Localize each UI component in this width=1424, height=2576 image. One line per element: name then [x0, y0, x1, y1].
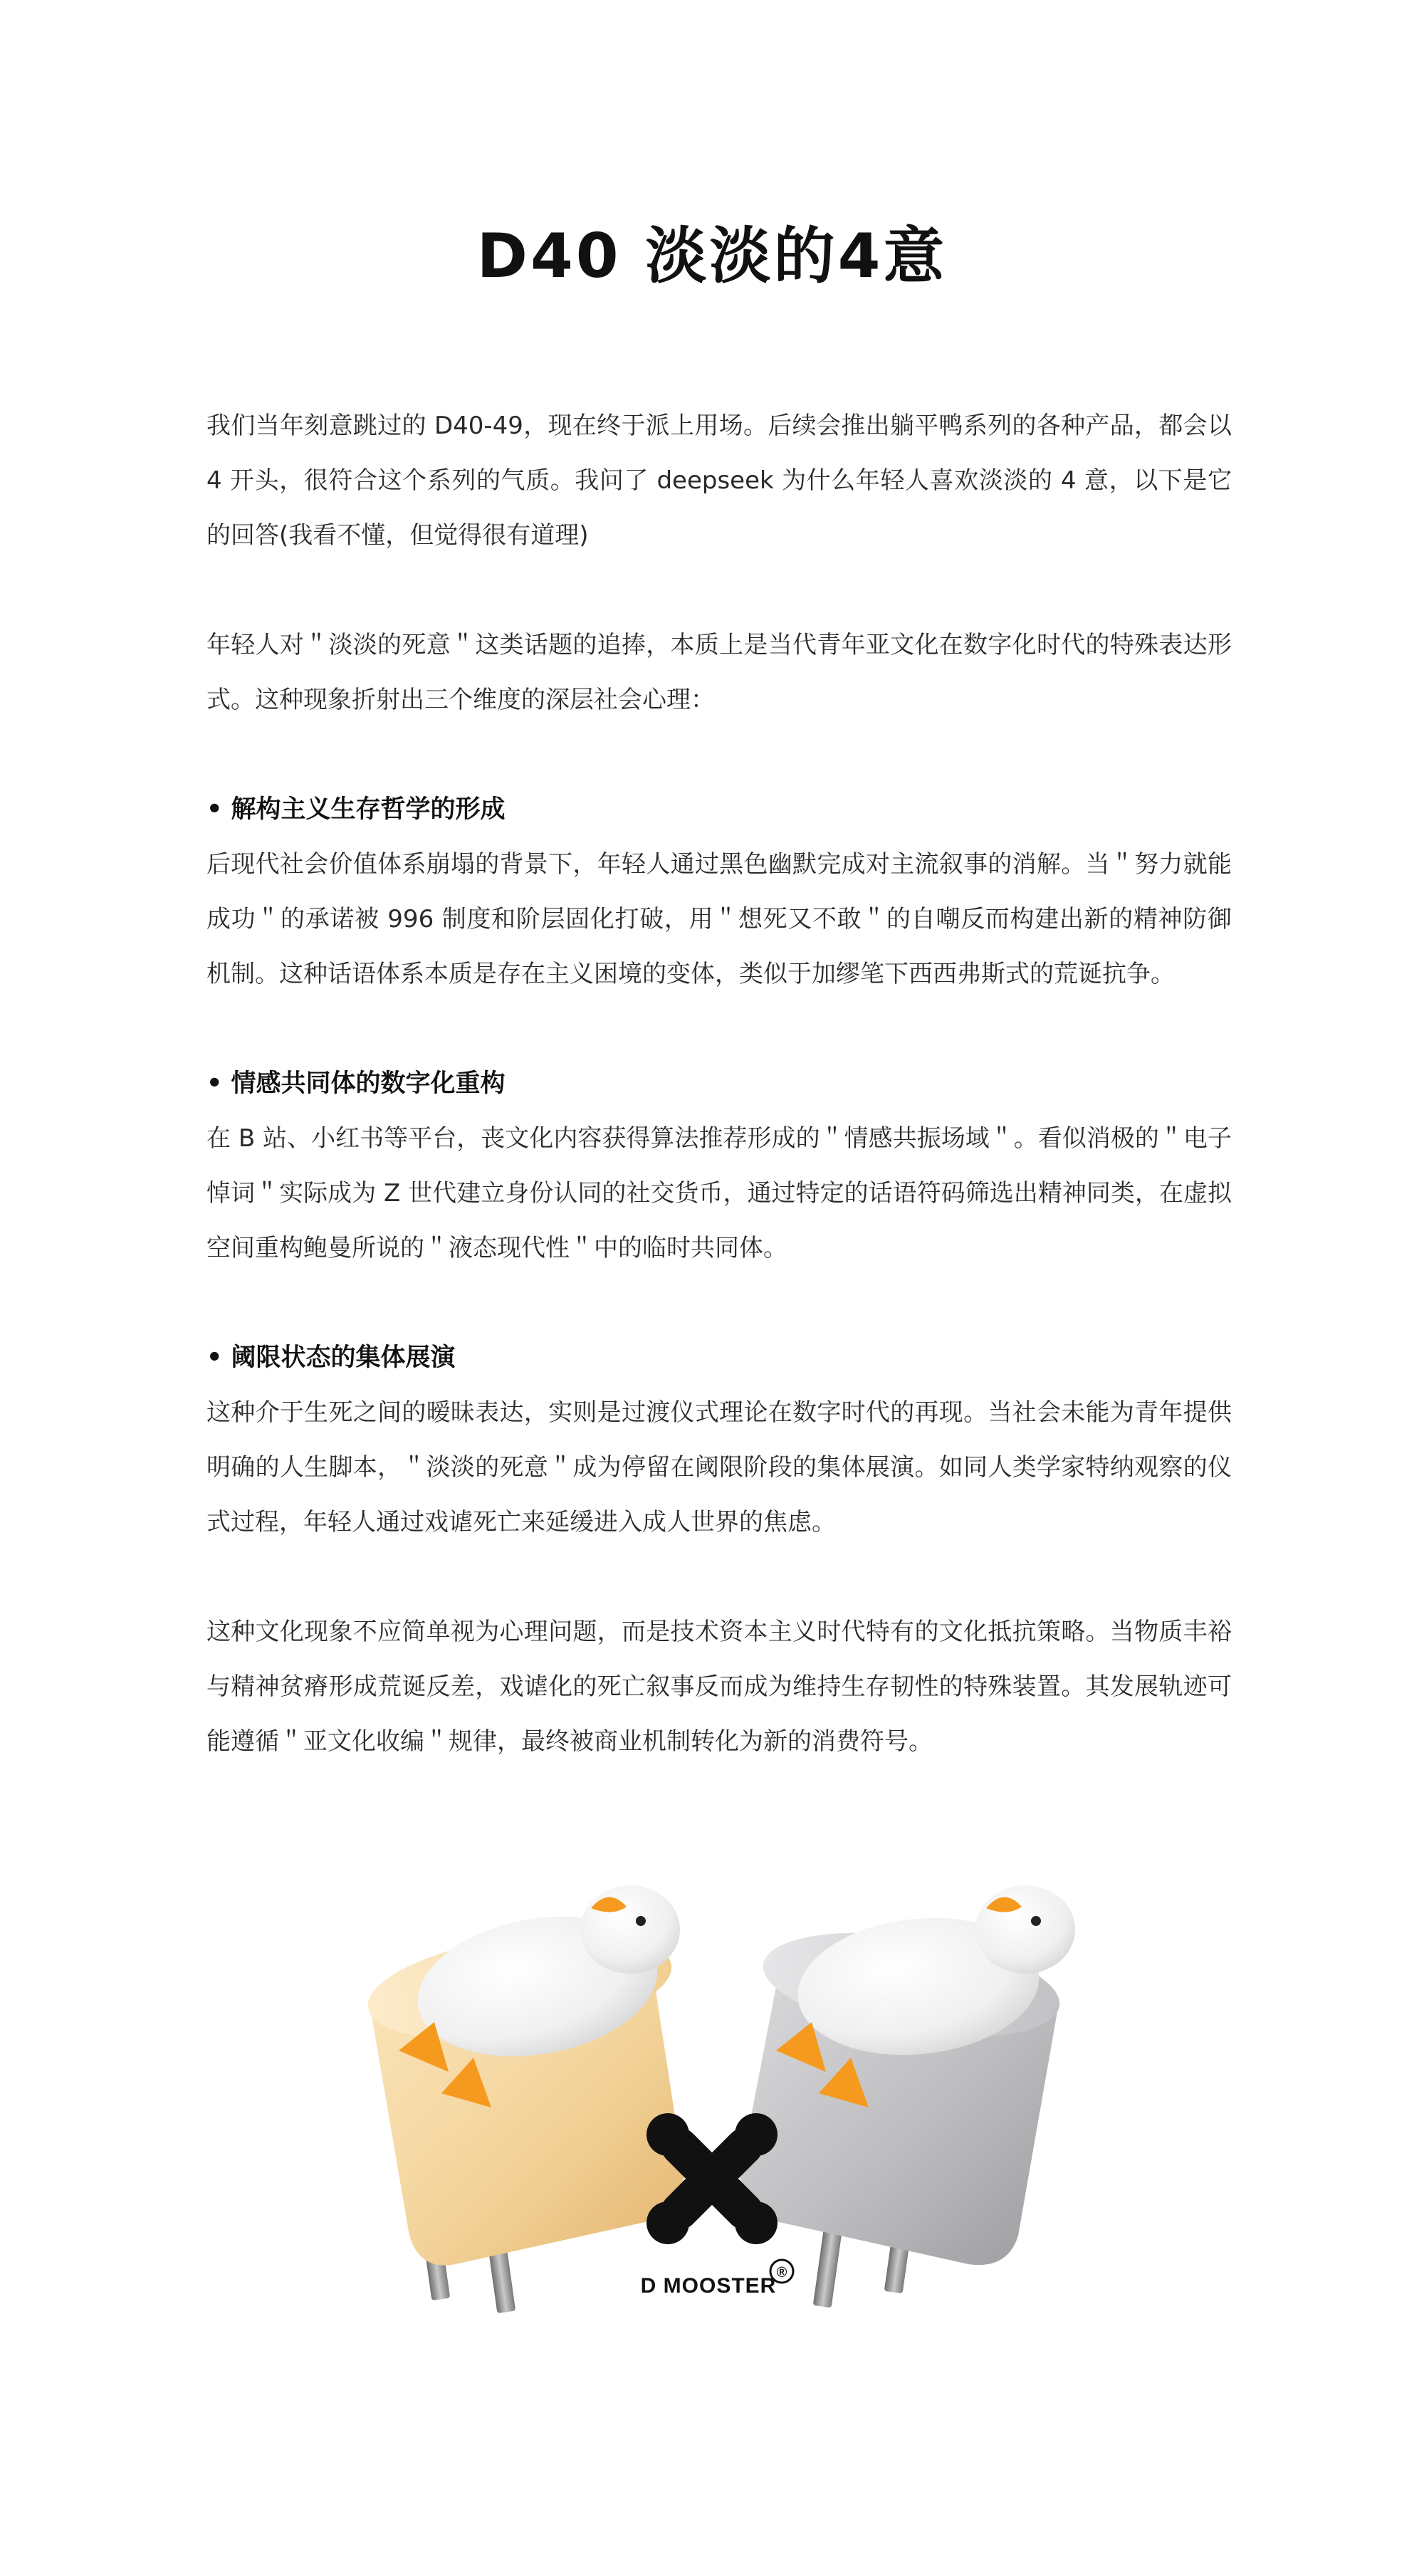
duck-head — [975, 1885, 1075, 1974]
section-body: 这种介于生死之间的暧昧表达，实则是过渡仪式理论在数字时代的再现。当社会未能为青年提供明确的人生脚本，＂淡淡的死意＂成为停留在阈限阶段的集体展演。如同人类学家特纳观察的仪式过程，年轻人通过戏谑死亡来延缓进入成人世界的焦虑。 — [206, 1398, 1232, 1536]
page-title: D40 淡淡的4意 — [476, 221, 948, 292]
section-1 — [206, 782, 1232, 1002]
product-illustration — [0, 1880, 1424, 2421]
duck-eye — [1031, 1916, 1041, 1926]
product-image — [0, 1880, 1424, 2421]
duck-eye — [636, 1916, 646, 1926]
conclusion-paragraph: 这种文化现象不应简单视为心理问题，而是技术资本主义时代特有的文化抵抗策略。当物质丰裕与精神贫瘠形成荒诞反差，戏谑化的死亡叙事反而成为维持生存韧性的特殊装置。其发展轨迹可能遵循＂亚文化收编＂规律，最终被商业机制转化为新的消费符号。 — [206, 1618, 1232, 1756]
section-heading: • 情感共同体的数字化重构 — [206, 1069, 506, 1098]
intro-paragraph: 我们当年刻意跳过的 D40-49，现在终于派上用场。后续会推出躺平鸭系列的各种产品，都会以 4 开头，很符合这个系列的气质。我问了 deepseek 为什么年轻人喜欢淡淡的 4 意，以下是它的回答(我看不懂，但觉得很有道理) — [206, 412, 1232, 550]
registered-mark: ® — [776, 2265, 787, 2281]
section-2 — [206, 1057, 1232, 1276]
brand-name: D MOOSTER — [640, 2274, 777, 2298]
section-3 — [206, 1331, 1232, 1550]
section-body: 在 B 站、小红书等平台，丧文化内容获得算法推荐形成的＂情感共振场域＂。看似消极的＂电子悼词＂实际成为 Z 世代建立身份认同的社交货币，通过特定的话语符码筛选出精神同类，在虚拟空间重构鲍曼所说的＂液态现代性＂中的临时共同体。 — [206, 1124, 1232, 1262]
article-body — [206, 399, 1232, 1824]
section-body: 后现代社会价值体系崩塌的背景下，年轻人通过黑色幽默完成对主流叙事的消解。当＂努力就能成功＂的承诺被 996 制度和阶层固化打破，用＂想死又不敢＂的自嘲反而构建出新的精神防御机制。这种话语体系本质是存在主义困境的变体，类似于加缪笔下西西弗斯式的荒诞抗争。 — [206, 850, 1232, 988]
lead-paragraph: 年轻人对＂淡淡的死意＂这类话题的追捧，本质上是当代青年亚文化在数字化时代的特殊表达形式。这种现象折射出三个维度的深层社会心理： — [206, 631, 1232, 714]
section-heading: • 阈限状态的集体展演 — [206, 1344, 456, 1372]
duck-head — [580, 1885, 680, 1974]
section-heading: • 解构主义生存哲学的形成 — [206, 795, 506, 824]
